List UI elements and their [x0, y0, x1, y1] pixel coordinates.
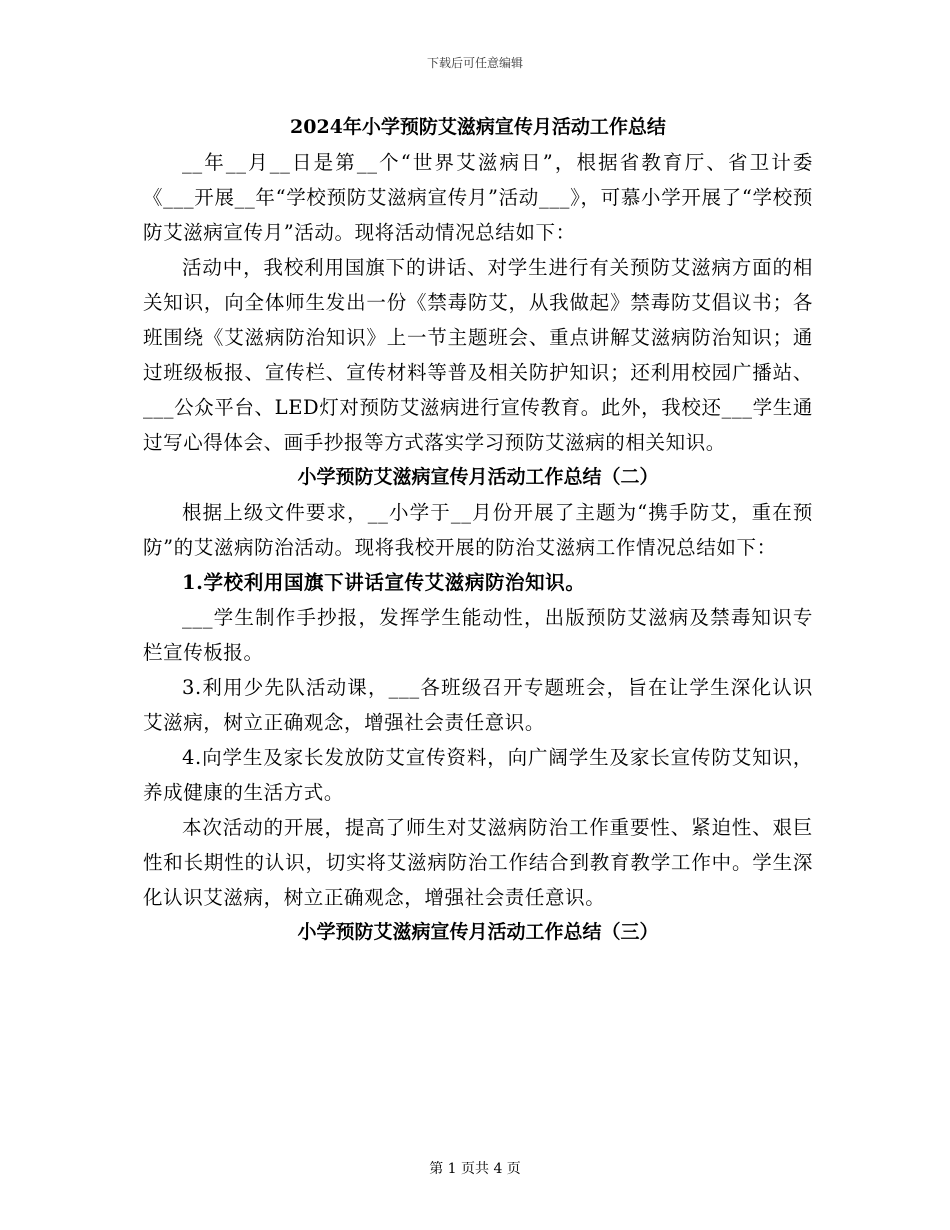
paragraph: 根据上级文件要求，__小学于__月份开展了主题为“携手防艾，重在预防”的艾滋病防治活动。现将我校开展的防治艾滋病工作情况总结如下：: [143, 501, 813, 559]
paragraph: ___学生制作手抄报，发挥学生能动性，出版预防艾滋病及禁毒知识专栏宣传板报。: [143, 606, 813, 664]
list-item: 4.向学生及家长发放防艾宣传资料，向广阔学生及家长宣传防艾知识，养成健康的生活方式。: [143, 746, 813, 804]
page-number: 第 1 页共 4 页: [429, 1161, 521, 1177]
paragraph: 活动中，我校利用国旗下的讲话、对学生进行有关预防艾滋病方面的相关知识，向全体师生发出一份《禁毒防艾，从我做起》禁毒防艾倡议书；各班围绕《艾滋病防治知识》上一节主题班会、重点讲解艾滋病防治知识；通过班级板报、宣传栏、宣传材料等普及相关防护知识；还利用校园广播站、___公众平台、LED灯对预防艾滋病进行宣传教育。此外，我校还___学生通过写心得体会、画手抄报等方式落实学习预防艾滋病的相关知识。: [143, 256, 813, 454]
section-title-2: 小学预防艾滋病宣传月活动工作总结（二）: [297, 466, 659, 488]
section-title-3: 小学预防艾滋病宣传月活动工作总结（三）: [297, 921, 659, 943]
section-title-1: 2024年小学预防艾滋病宣传月活动工作总结: [290, 116, 666, 138]
list-item-heading: 1.学校利用国旗下讲话宣传艾滋病防治知识。: [182, 571, 586, 594]
paragraph: __年__月__日是第__个“世界艾滋病日”，根据省教育厅、省卫计委《___开展__年“学校预防艾滋病宣传月”活动___》，可慕小学开展了“学校预防艾滋病宣传月”活动。现将活动情况总结如下：: [143, 151, 813, 244]
document-body: [143, 110, 813, 950]
list-item: 3.利用少先队活动课，___各班级召开专题班会，旨在让学生深化认识艾滋病，树立正确观念，增强社会责任意识。: [143, 676, 813, 734]
page-header-note: 下载后可任意编辑: [426, 56, 523, 70]
paragraph: 本次活动的开展，提高了师生对艾滋病防治工作重要性、紧迫性、艰巨性和长期性的认识，切实将艾滋病防治工作结合到教育教学工作中。学生深化认识艾滋病，树立正确观念，增强社会责任意识。: [143, 816, 813, 909]
